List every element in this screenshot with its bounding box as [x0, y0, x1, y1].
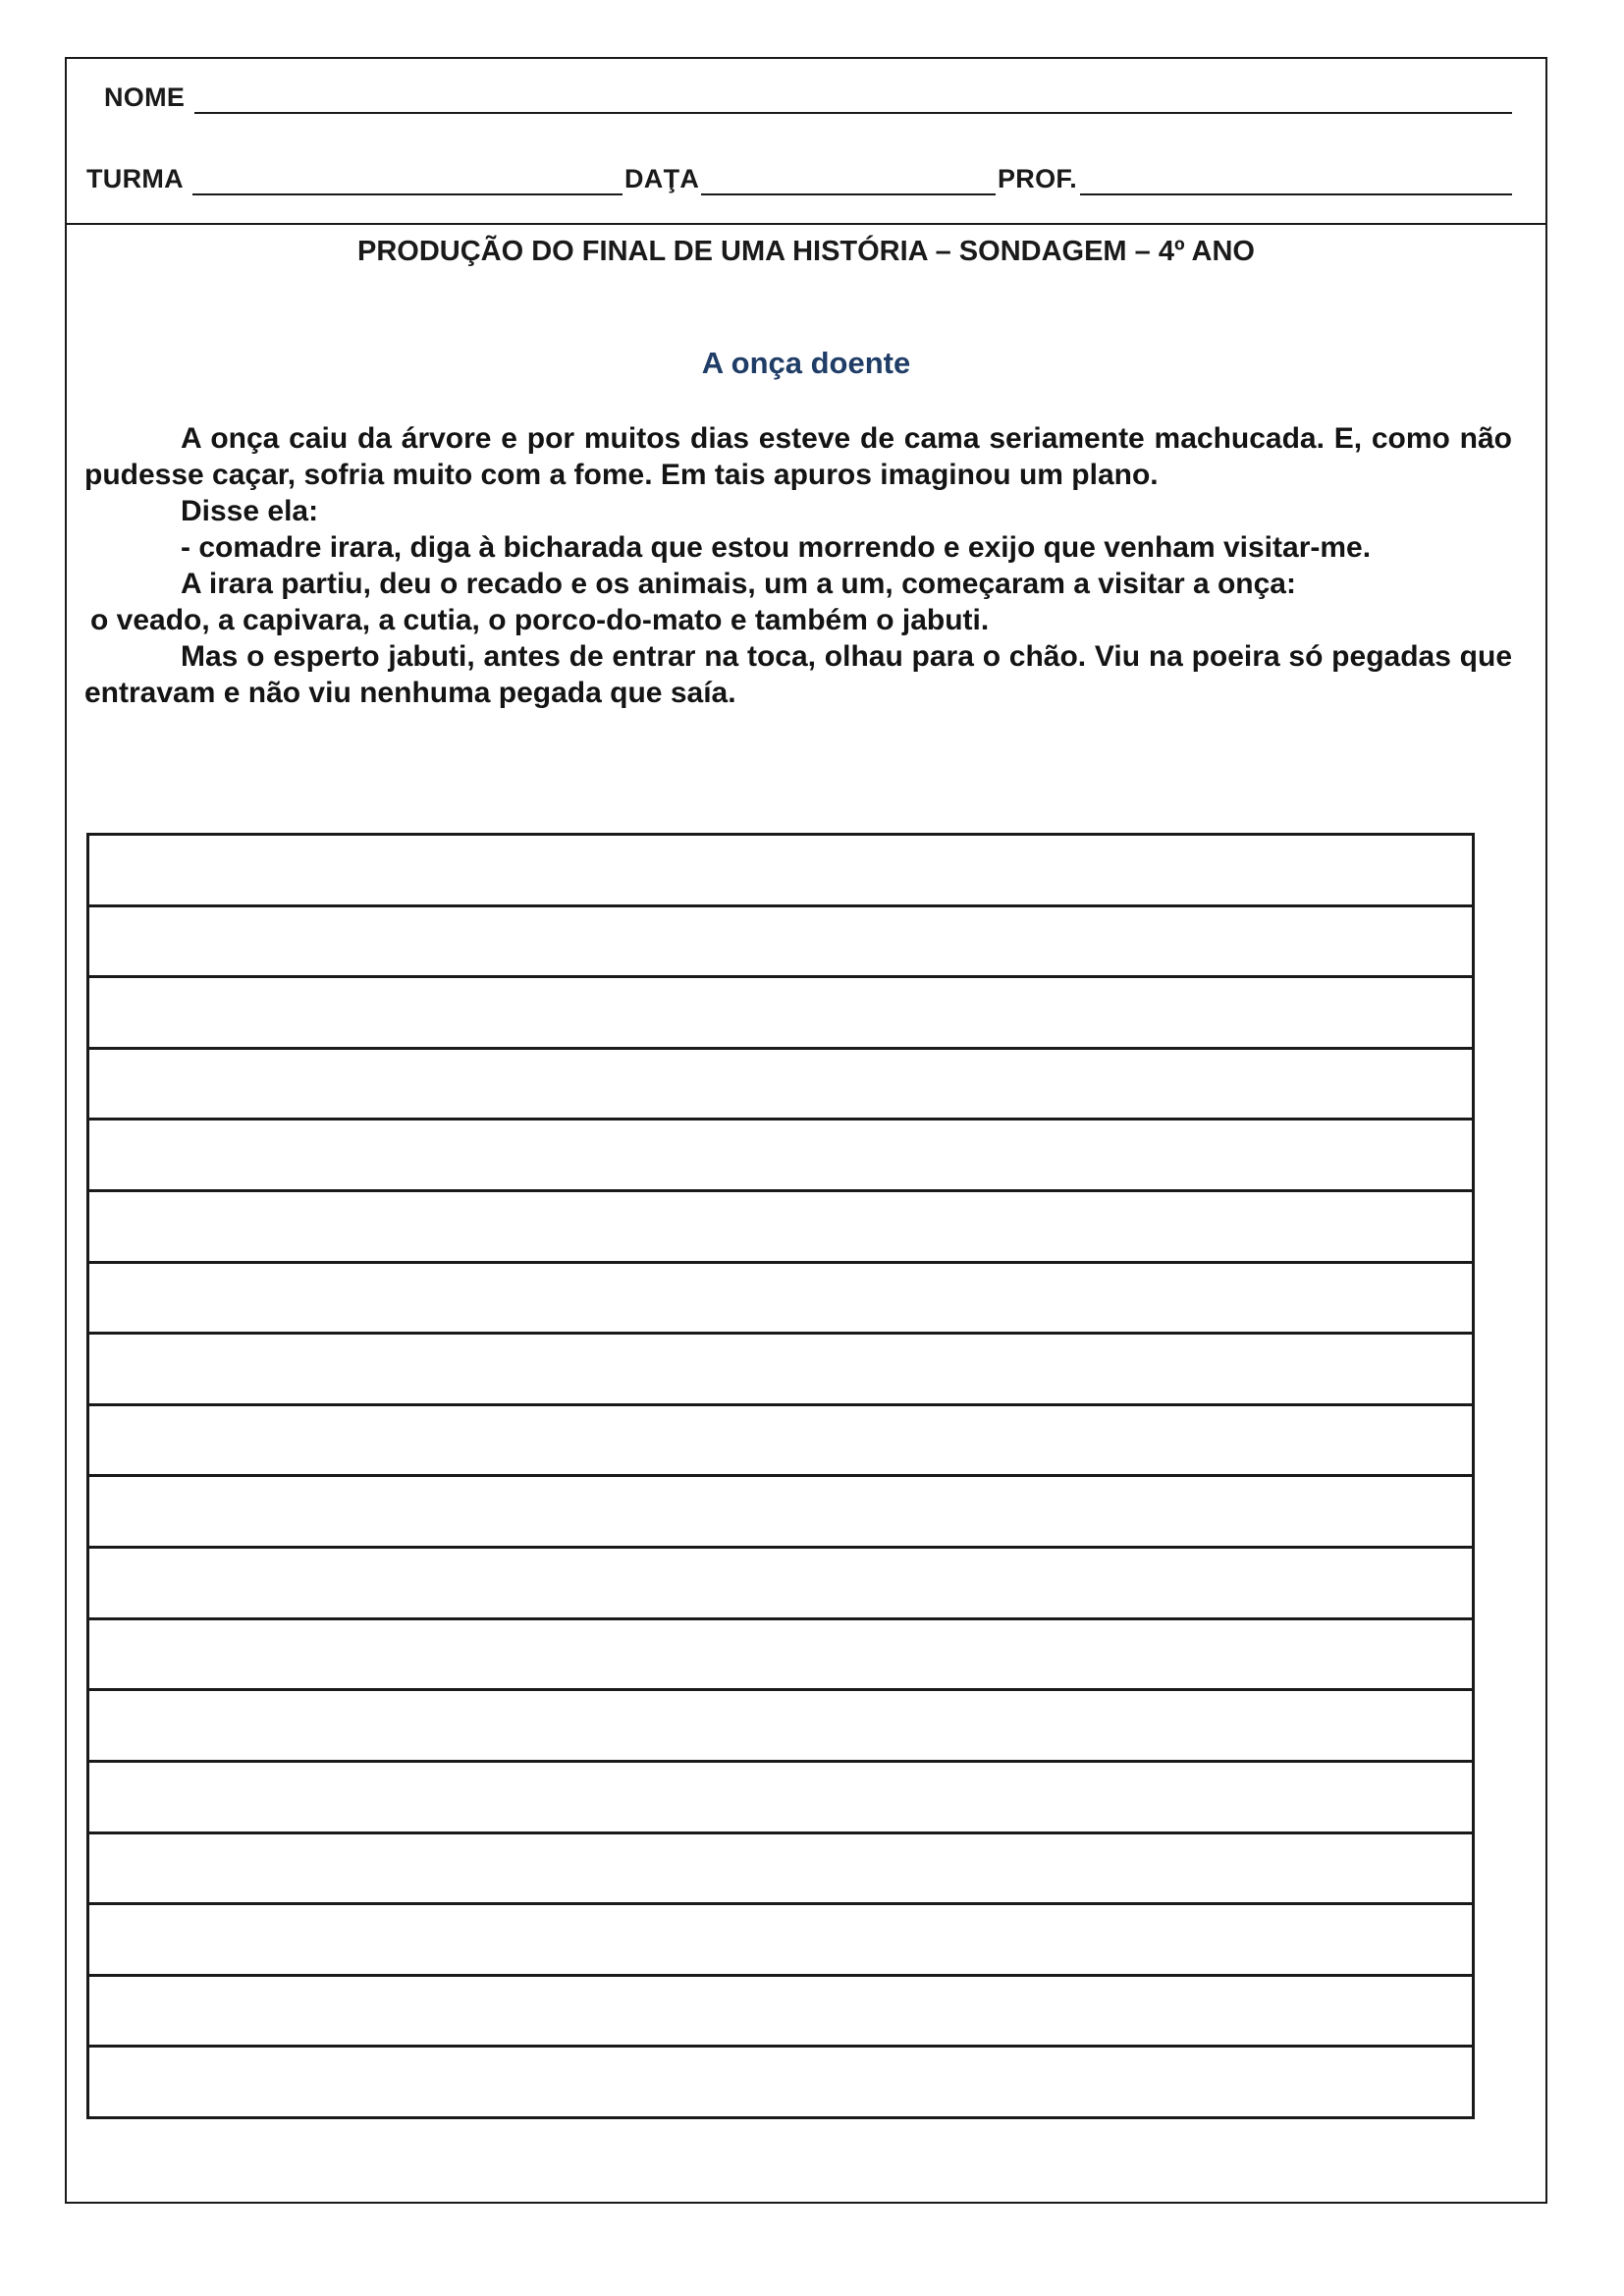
- writing-line[interactable]: [89, 1549, 1472, 1620]
- writing-line[interactable]: [89, 1335, 1472, 1406]
- story-title: A onça doente: [701, 346, 911, 380]
- writing-line[interactable]: [89, 836, 1472, 907]
- date-label: DAŢA: [624, 164, 700, 193]
- story-paragraph: Mas o esperto jabuti, antes de entrar na toca, olhau para o chão. Viu na poeira só pegadas que entravam e não viu nenhuma pegada que saía.: [84, 640, 1512, 709]
- writing-line[interactable]: [89, 1477, 1472, 1549]
- teacher-field[interactable]: [1080, 193, 1512, 195]
- writing-line[interactable]: [89, 1977, 1472, 2049]
- class-field[interactable]: [192, 193, 623, 195]
- writing-line[interactable]: [89, 1192, 1472, 1264]
- story-paragraph: A irara partiu, deu o recado e os animais, um a um, começaram a visitar a onça:: [181, 568, 1296, 600]
- writing-line[interactable]: [89, 1121, 1472, 1192]
- name-field[interactable]: [194, 112, 1512, 114]
- teacher-label: PROF.: [998, 164, 1078, 193]
- name-label: NOME: [104, 82, 186, 112]
- story-paragraph: o veado, a capivara, a cutia, o porco-do-mato e também o jabuti.: [90, 604, 990, 636]
- writing-line[interactable]: [89, 1050, 1472, 1121]
- writing-line[interactable]: [89, 2048, 1472, 2116]
- class-label: TURMA: [86, 164, 184, 193]
- header-divider: [65, 223, 1547, 225]
- writing-line[interactable]: [89, 978, 1472, 1050]
- writing-line[interactable]: [89, 907, 1472, 979]
- story-paragraph: Disse ela:: [181, 495, 319, 527]
- writing-line[interactable]: [89, 1264, 1472, 1336]
- date-field[interactable]: [701, 193, 996, 195]
- writing-line[interactable]: [89, 1905, 1472, 1977]
- writing-line[interactable]: [89, 1691, 1472, 1763]
- writing-area[interactable]: [86, 833, 1475, 2119]
- document-title: PRODUÇÃO DO FINAL DE UMA HISTÓRIA – SONDAGEM – 4º ANO: [357, 236, 1255, 267]
- story-paragraph: - comadre irara, diga à bicharada que estou morrendo e exijo que venham visitar-me.: [181, 531, 1372, 564]
- story-text: [84, 420, 1512, 711]
- writing-line[interactable]: [89, 1763, 1472, 1834]
- writing-line[interactable]: [89, 1406, 1472, 1478]
- story-paragraph: A onça caiu da árvore e por muitos dias esteve de cama seriamente machucada. E, como não pudesse caçar, sofria muito com a fome. Em tais apuros imaginou um plano.: [84, 422, 1512, 491]
- writing-line[interactable]: [89, 1620, 1472, 1692]
- writing-line[interactable]: [89, 1834, 1472, 1906]
